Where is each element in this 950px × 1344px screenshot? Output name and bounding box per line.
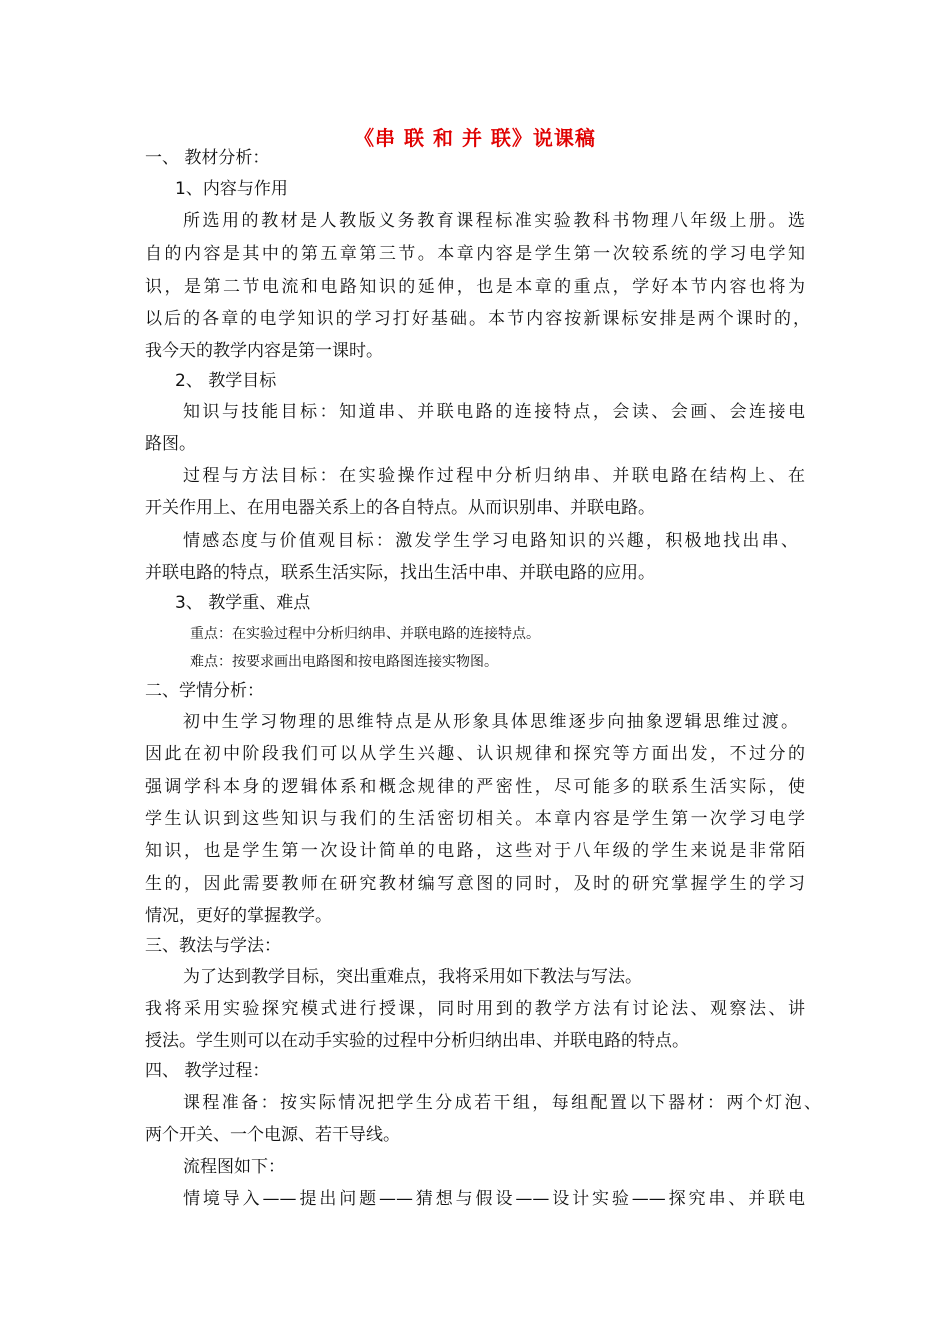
paragraph-line: 过程与方法目标：在实验操作过程中分析归纳串、并联电路在结构上、在 xyxy=(183,466,805,486)
key-point-line: 重点：在实验过程中分析归纳串、并联电路的连接特点。 xyxy=(190,626,540,642)
paragraph-line: 因此在初中阶段我们可以从学生兴趣、认识规律和探究等方面出发，不过分的 xyxy=(145,744,805,764)
paragraph-line: 课程准备：按实际情况把学生分成若干组，每组配置以下器材：两个灯泡、 xyxy=(183,1093,821,1113)
paragraph-line: 我将采用实验探究模式进行授课，同时用到的教学方法有讨论法、观察法、讲 xyxy=(145,999,805,1019)
difficult-point-line: 难点：按要求画出电路图和按电路图连接实物图。 xyxy=(190,654,498,670)
section-heading: 四、 教学过程： xyxy=(145,1061,270,1081)
flowchart-line: 情境导入——提出问题——猜想与假设——设计实验——探究串、并联电 xyxy=(183,1189,805,1209)
paragraph-line: 流程图如下： xyxy=(183,1157,285,1177)
paragraph-line: 情感态度与价值观目标：激发学生学习电路知识的兴趣，积极地找出串、 xyxy=(183,531,798,551)
subsection-heading: 3、 教学重、难点 xyxy=(175,593,311,613)
paragraph-line: 为了达到教学目标，突出重难点，我将采用如下教法与写法。 xyxy=(183,967,642,987)
paragraph-line: 两个开关、一个电源、若干导线。 xyxy=(145,1125,400,1145)
paragraph-line: 识，是第二节电流和电路知识的延伸，也是本章的重点，学好本节内容也将为 xyxy=(145,277,805,297)
paragraph-line: 授法。学生则可以在动手实验的过程中分析归纳出串、并联电路的特点。 xyxy=(145,1031,689,1051)
subsection-heading: 1、内容与作用 xyxy=(175,179,288,199)
paragraph-line: 知识与技能目标：知道串、并联电路的连接特点，会读、会画、会连接电 xyxy=(183,402,805,422)
section-heading: 二、学情分析： xyxy=(145,681,264,701)
section-heading: 三、教法与学法： xyxy=(145,936,281,956)
paragraph-line: 并联电路的特点，联系生活实际，找出生活中串、并联电路的应用。 xyxy=(145,563,655,583)
paragraph-line: 知识，也是学生第一次设计简单的电路，这些对于八年级的学生来说是非常陌 xyxy=(145,841,805,861)
subsection-heading: 2、 教学目标 xyxy=(175,371,277,391)
paragraph-line: 以后的各章的电学知识的学习打好基础。本节内容按新课标安排是两个课时的， xyxy=(145,309,810,329)
paragraph-line: 自的内容是其中的第五章第三节。本章内容是学生第一次较系统的学习电学知 xyxy=(145,244,805,264)
paragraph-line: 初中生学习物理的思维特点是从形象具体思维逐步向抽象逻辑思维过渡。 xyxy=(183,712,798,732)
paragraph-line: 强调学科本身的逻辑体系和概念规律的严密性，尽可能多的联系生活实际，使 xyxy=(145,777,805,797)
paragraph-line: 情况，更好的掌握教学。 xyxy=(145,906,332,926)
paragraph-line: 路图。 xyxy=(145,434,196,454)
document-title: 《串 联 和 并 联》说课稿 xyxy=(354,126,596,150)
paragraph-line: 学生认识到这些知识与我们的生活密切相关。本章内容是学生第一次学习电学 xyxy=(145,809,805,829)
section-heading: 一、 教材分析： xyxy=(145,148,270,168)
paragraph-line: 所选用的教材是人教版义务教育课程标准实验教科书物理八年级上册。选 xyxy=(183,211,805,231)
paragraph-line: 我今天的教学内容是第一课时。 xyxy=(145,341,383,361)
paragraph-line: 生的，因此需要教师在研究教材编写意图的同时，及时的研究掌握学生的学习 xyxy=(145,874,805,894)
paragraph-line: 开关作用上、在用电器关系上的各自特点。从而识别串、并联电路。 xyxy=(145,498,655,518)
